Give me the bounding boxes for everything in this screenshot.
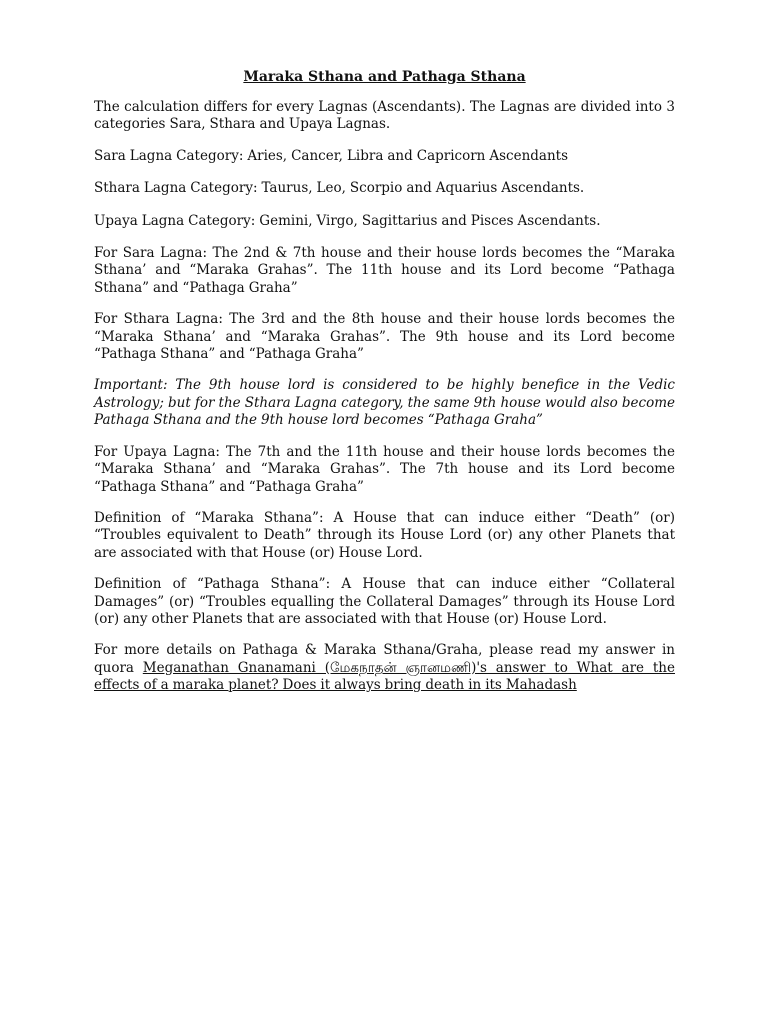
paragraph-important-note: Important: The 9th house lord is considered to be highly benefice in the Vedic Astrology; but for the Sthara Lagna category, the same 9th house would also become Pathaga Sthana and the 9th house lord becomes “Pathaga Graha” — [94, 377, 675, 429]
document-title: Maraka Sthana and Pathaga Sthana — [243, 69, 526, 85]
paragraph-sara-rule: For Sara Lagna: The 2nd & 7th house and their house lords becomes the “Maraka Sthana’ and “Maraka Grahas”. The 11th house and its Lord become “Pathaga Sthana” and “Pathaga Graha” — [94, 245, 675, 296]
paragraph-upaya-category: Upaya Lagna Category: Gemini, Virgo, Sagittarius and Pisces Ascendants. — [94, 212, 601, 229]
paragraph-sthara-rule: For Sthara Lagna: The 3rd and the 8th house and their house lords becomes the “Maraka Sthana’ and “Maraka Grahas”. The 9th house and its Lord become “Pathaga Sthana” and “Pathaga Graha” — [94, 311, 675, 363]
quora-answer-link[interactable]: Meganathan Gnanamani (மேகநாதன் ஞானமணி)'s answer to What are the effects of a maraka planet? Does it always bring death in its Mahadash — [94, 659, 675, 694]
paragraph-upaya-rule: For Upaya Lagna: The 7th and the 11th house and their house lords becomes the “Maraka Sthana’ and “Maraka Grahas”. The 7th house and its Lord become “Pathaga Sthana” and “Pathaga Graha” — [94, 443, 675, 495]
document-page — [94, 69, 675, 709]
more-details-text: For more details on Pathaga & Maraka Sthana/Graha, please read my answer in quora — [94, 642, 675, 676]
paragraph-intro: The calculation differs for every Lagnas (Ascendants). The Lagnas are divided into 3 categories Sara, Sthara and Upaya Lagnas. — [94, 99, 675, 133]
paragraph-sthara-category: Sthara Lagna Category: Taurus, Leo, Scorpio and Aquarius Ascendants. — [94, 180, 585, 197]
paragraph-definition-pathaga: Definition of “Pathaga Sthana”: A House that can induce either “Collateral Damages” (or) “Troubles equalling the Collateral Damages” through its House Lord (or) any other Planets that are associated with that House (or) House Lord. — [94, 576, 675, 627]
paragraph-sara-category: Sara Lagna Category: Aries, Cancer, Libra and Capricorn Ascendants — [94, 147, 569, 164]
paragraph-more-details — [94, 642, 675, 694]
paragraph-definition-maraka: Definition of “Maraka Sthana”: A House that can induce either “Death” (or) “Troubles equivalent to Death” through its House Lord (or) any other Planets that are associated with that House (or) House Lord. — [94, 509, 675, 561]
